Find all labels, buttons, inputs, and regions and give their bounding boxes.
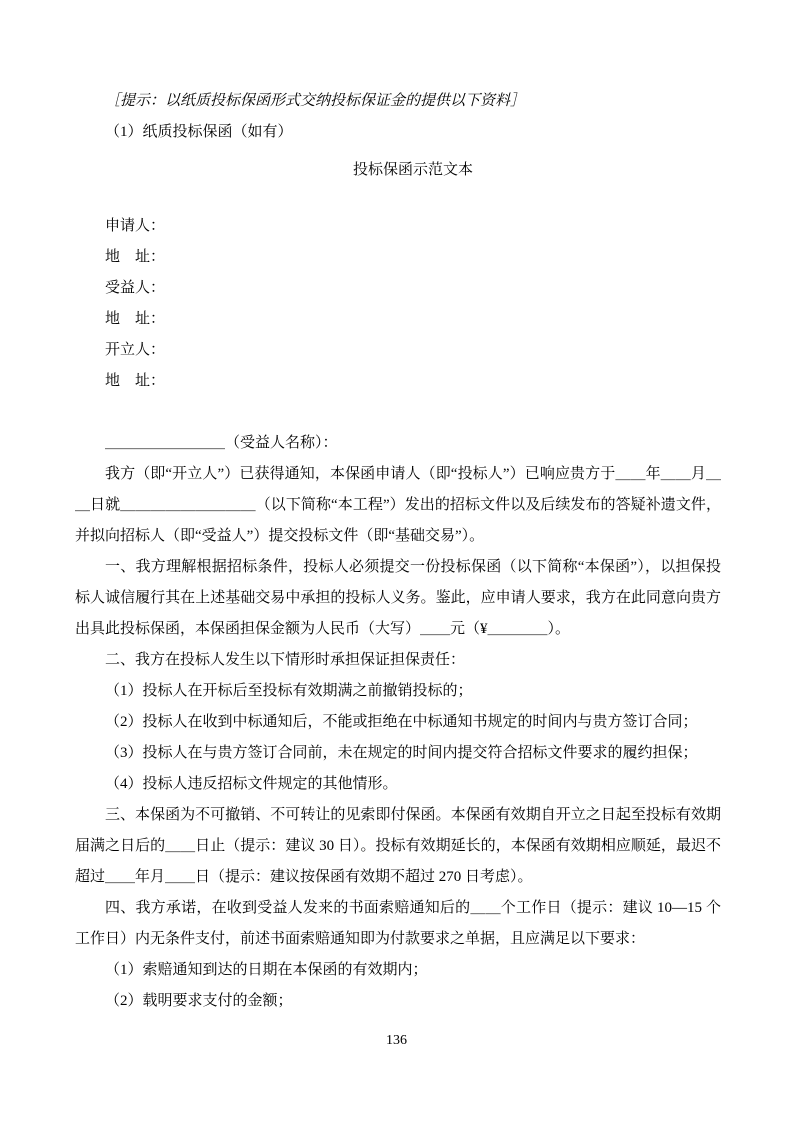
section-1-paragraph: 一、我方理解根据招标条件，投标人必须提交一份投标保函（以下简称“本保函”），以担保投标人诚信履行其在上述基础交易中承担的投标人义务。鉴此，应申请人要求，我方在此同意向贵方出具此投标保函，本保函担保金额为人民币（大写）＿＿元（¥＿＿＿＿）。 [75,559,721,637]
beneficiary-name-label: （受益人名称）： [225,435,338,451]
section-2-item: （2）投标人在收到中标通知后，不能或拒绝在中标通知书规定的时间内与贵方签订合同； [105,714,698,730]
beneficiary-name-line [75,428,721,459]
beneficiary-address-label: 地 址： [105,311,166,327]
intro-paragraph: 我方（即“开立人”）已获得通知，本保函申请人（即“投标人”）已响应贵方于＿＿年＿＿月＿＿日就＿＿＿＿＿＿＿＿＿（以下简称“本工程”）发出的招标文件以及后续发布的答疑补遗文件，并拟向招标人（即“受益人”）提交投标文件（即“基础交易”）。 [75,466,721,544]
section-4-item: （2）载明要求支付的金额； [105,993,293,1009]
party-fields [75,211,721,397]
beneficiary-field-label: 受益人： [105,280,166,296]
section-4-item: （1）索赔通知到达的日期在本保函的有效期内； [105,962,428,978]
applicant-field-label: 申请人： [105,218,166,234]
section-2-heading: 二、我方在投标人发生以下情形时承担保证担保责任： [105,652,466,668]
applicant-address-label: 地 址： [105,249,166,265]
item-line: （1）纸质投标保函（如有） [105,124,293,140]
section-2-item: （4）投标人违反招标文件规定的其他情形。 [105,776,398,792]
page-number: 136 [386,1033,407,1048]
section-3-paragraph: 三、本保函为不可撤销、不可转让的见索即付保函。本保函有效期自开立之日起至投标有效期届满之日后的＿＿日止（提示：建议 30 日）。投标有效期延长的，本保函有效期相应顺延，最迟不超过＿＿年月＿＿日（提示：建议按保函有效期不超过 270 日考虑）。 [75,807,721,885]
section-2-item: （1）投标人在开标后至投标有效期满之前撤销投标的； [105,683,473,699]
issuer-address-label: 地 址： [105,373,166,389]
doc-title: 投标保函示范文本 [352,162,473,178]
hint-line: ［提示：以纸质投标保函形式交纳投标保证金的提供以下资料］ [105,93,526,109]
beneficiary-name-blank: ＿＿＿＿＿＿＿＿ [105,435,226,451]
issuer-field-label: 开立人： [105,342,166,358]
section-2-item: （3）投标人在与贵方签订合同前，未在规定的时间内提交符合招标文件要求的履约担保； [105,745,698,761]
section-4-heading: 四、我方承诺，在收到受益人发来的书面索赔通知后的＿＿个工作日（提示：建议 10—15 个工作日）内无条件支付，前述书面索赔通知即为付款要求之单据，且应满足以下要求： [75,900,721,947]
